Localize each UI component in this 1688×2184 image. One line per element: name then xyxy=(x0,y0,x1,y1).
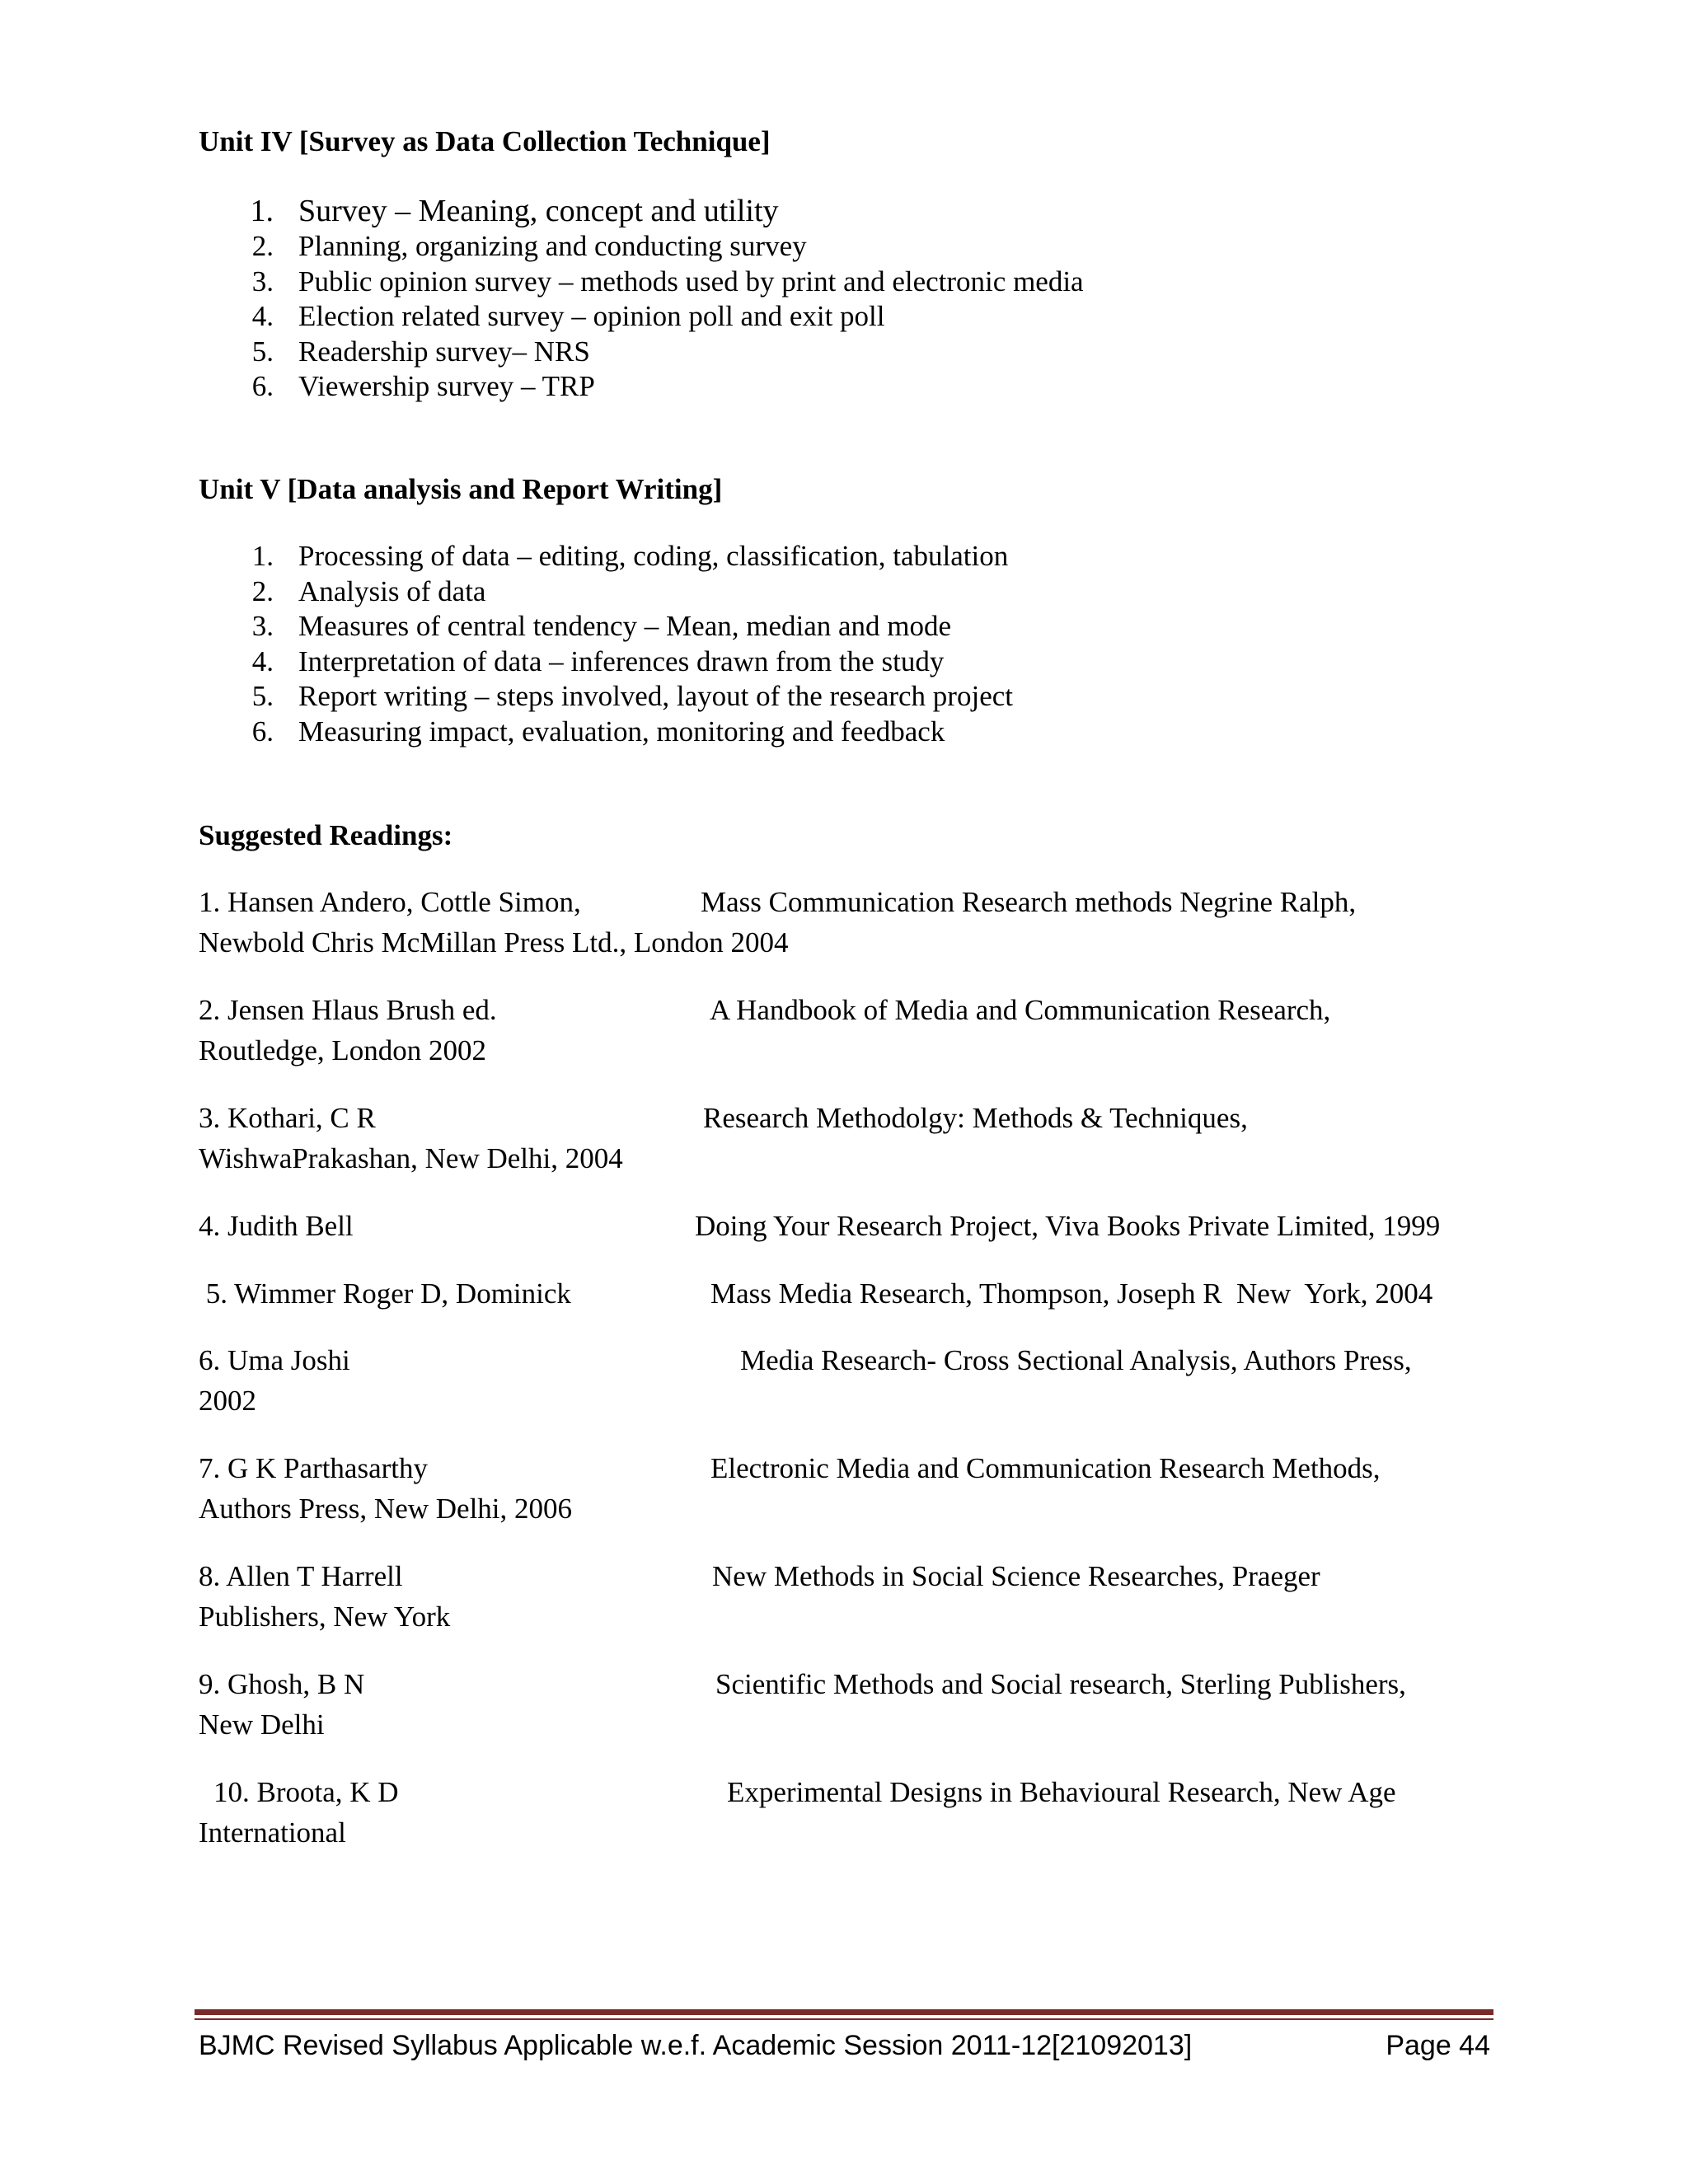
reading-item-10: 10. Broota, K D Experimental Designs in Behavioural Research, New Age International xyxy=(199,1776,1396,1849)
unit5-heading: Unit V [Data analysis and Report Writing] xyxy=(199,473,723,505)
readings-heading: Suggested Readings: xyxy=(199,819,453,851)
reading-item-6: 6. Uma Joshi Media Research- Cross Sectional Analysis, Authors Press, 2002 xyxy=(199,1344,1412,1417)
reading-item-7: 7. G K Parthasarthy Electronic Media and Communication Research Methods, Authors Press, New Delhi, 2006 xyxy=(199,1452,1381,1525)
footer-rule xyxy=(195,2009,1493,2015)
reading-item-4: 4. Judith Bell Doing Your Research Project, Viva Books Private Limited, 1999 xyxy=(199,1210,1441,1242)
footer-rule-thin xyxy=(195,2018,1493,2020)
reading-item-3: 3. Kothari, C R Research Methodolgy: Methods & Techniques, WishwaPrakashan, New Delhi, 2004 xyxy=(199,1102,1248,1174)
footer-text: BJMC Revised Syllabus Applicable w.e.f. Academic Session 2011-12[21092013] xyxy=(199,2030,1193,2061)
reading-item-8: 8. Allen T Harrell New Methods in Social Science Researches, Praeger Publishers, New York xyxy=(199,1560,1320,1633)
unit4-heading: Unit IV [Survey as Data Collection Technique] xyxy=(199,125,771,157)
reading-item-9: 9. Ghosh, B N Scientific Methods and Social research, Sterling Publishers, New Delhi xyxy=(199,1668,1406,1741)
reading-item-1: 1. Hansen Andero, Cottle Simon, Mass Communication Research methods Negrine Ralph, Newbold Chris McMillan Press Ltd., London 2004 xyxy=(199,886,1357,958)
page-number: Page 44 xyxy=(1386,2030,1490,2061)
document-page: Unit IV [Survey as Data Collection Technique] 1. Survey – Meaning, concept and utility 2. Planning, organizing and conducting survey 3. Public opinion survey – methods used by print and electronic media 4. Election related survey – opinion poll and exit poll 5. Readership survey– NRS 6. Viewership survey – TRP Unit V [Data analysis and Report Writing] 1. Processing of data – editing, coding, classification, tabulation 2. Analysis of data 3. Measures of central tendency – Mean, median and mode 4. Interpretation of data – inferences drawn from the study 5. Report writing – steps involved, layout of the research project 6. Measuring impact, evaluation, monitoring and feedback Suggested Readings: 1. Hansen Andero, Cottle Simon, Mass Communication Research methods Negrine Ralph, Newbold Chris McMillan Press Ltd., London 2004 2. Jensen Hlaus Brush ed. A Handbook of Media and Communication Research, Routledge, London 2002 3. Kothari, C R Research Methodolgy: Methods & Techniques, WishwaPrakashan, New Delhi, 2004 4. Judith Bell Doing Your Research Project, Viva Books Private Limited, 1999 5. Wimmer Roger D, Dominick Mass Media Research, Thompson, Joseph R New York, 2004 6. Uma Joshi Media Research- Cross Sectional Analysis, Authors Press, 2002 7. G K Parthasarthy Electronic Media and Communication Research Methods, Authors Press, New Delhi, 2006 8. Allen T Harrell New Methods in Social Science Researches, Praeger Publishers, New York 9. Ghosh, B N Scientific Methods and Social research, Sterling Publishers, New Delhi 10. Broota, K D Experimental Designs in Behavioural Research, New Age International BJMC Revised Syllabus Applicable w.e.f. Academic Session 2011-12[21092013] Page 44 xyxy=(0,0,1688,2184)
reading-item-5: 5. Wimmer Roger D, Dominick Mass Media Research, Thompson, Joseph R New York, 2004 xyxy=(199,1277,1433,1310)
reading-item-2: 2. Jensen Hlaus Brush ed. A Handbook of Media and Communication Research, Routledge, London 2002 xyxy=(199,994,1331,1066)
